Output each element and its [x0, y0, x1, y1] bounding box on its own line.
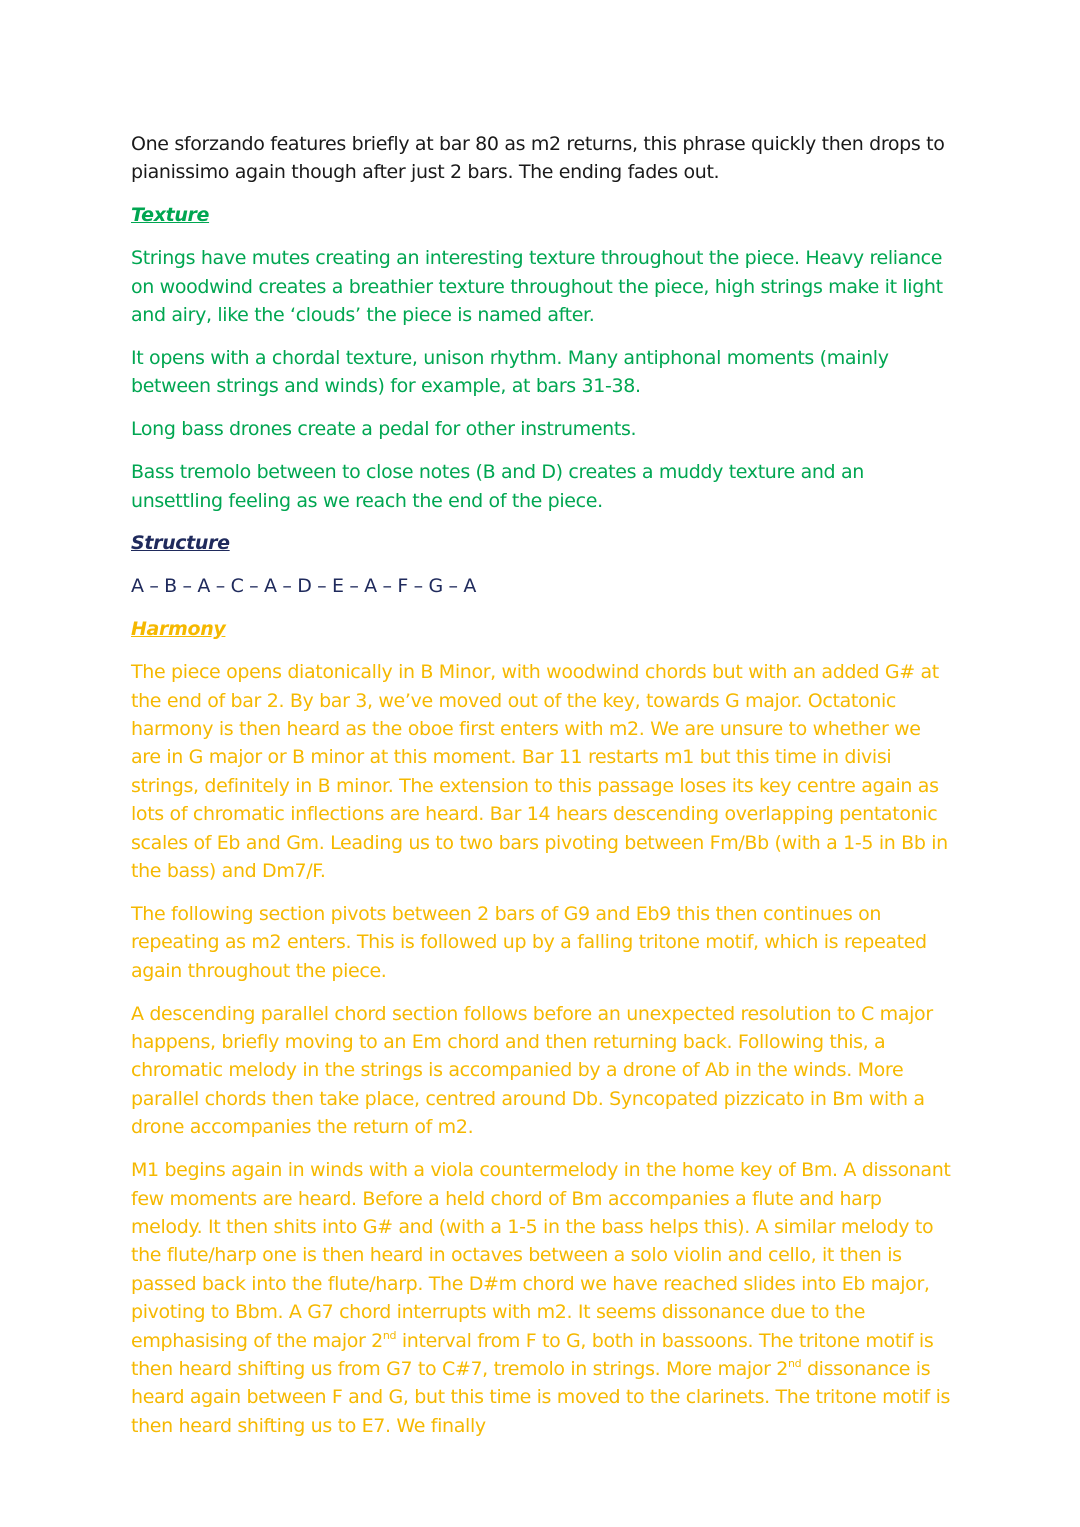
texture-paragraph-3: Long bass drones create a pedal for other instruments.: [131, 418, 637, 441]
structure-sequence: A – B – A – C – A – D – E – A – F – G – A: [131, 575, 477, 598]
harmony-p4-part-3: dissonance is heard again between F and G, but this time is moved to the clarinets. The tritone motif is then heard shifting us to E7. We finally: [131, 1358, 951, 1437]
structure-heading: Structure: [131, 532, 230, 555]
harmony-paragraph-3: A descending parallel chord section follows before an unexpected resolution to C major happens, briefly moving to an Em chord and then returning back. Following this, a chromatic melody in the strings is accompanied by a drone of Ab in the winds. More parallel chords then take place, centred around Db. Syncopated pizzicato in Bm with a drone accompanies the return of m2.: [131, 1002, 933, 1139]
dynamics-paragraph: One sforzando features briefly at bar 80 as m2 returns, this phrase quickly then drops to pianissimo again though after just 2 bars. The ending fades out.: [131, 133, 945, 184]
texture-paragraph-2: It opens with a chordal texture, unison rhythm. Many antiphonal moments (mainly between strings and winds) for example, at bars 31-38.: [131, 346, 889, 398]
ordinal-superscript: nd: [788, 1357, 802, 1371]
harmony-paragraph-4: [131, 1156, 953, 1440]
document-page: [131, 130, 953, 1455]
ordinal-superscript: nd: [382, 1328, 397, 1342]
texture-heading: Texture: [131, 204, 210, 227]
harmony-p4-part-2: interval from F to G, both in bassoons. The tritone motif is then heard shifting us from G7 to C#7, tremolo in strings. More major 2: [131, 1329, 934, 1381]
harmony-paragraph-1: The piece opens diatonically in B Minor, with woodwind chords but with an added G# at the end of bar 2. By bar 3, we’ve moved out of the key, towards G major. Octatonic harmony is then heard as the oboe first enters with m2. We are unsure to whether we are in G major or B minor at this moment. Bar 11 restarts m1 but this time in divisi strings, definitely in B minor. The extension to this passage loses its key centre again as lots of chromatic inflections are heard. Bar 14 hears descending overlapping pentatonic scales of Eb and Gm. Leading us to two bars pivoting between Fm/Bb (with a 1-5 in Bb in the bass) and Dm7/F.: [131, 661, 948, 883]
texture-paragraph-1: Strings have mutes creating an interesting texture throughout the piece. Heavy reliance on woodwind creates a breathier texture throughout the piece, high strings make it light and airy, like the ‘clouds’ the piece is named after.: [131, 247, 943, 327]
texture-paragraph-4: Bass tremolo between to close notes (B and D) creates a muddy texture and an unsettling feeling as we reach the end of the piece.: [131, 461, 864, 512]
harmony-heading: Harmony: [131, 618, 226, 641]
harmony-p4-part-1: M1 begins again in winds with a viola countermelody in the home key of Bm. A dissonant few moments are heard. Before a held chord of Bm accompanies a flute and harp melody. It then shits into G# and (with a 1-5 in the bass helps this). A similar melody to the flute/harp one is then heard in octaves between a solo violin and cello, it then is passed back into the flute/harp. The D#m chord we have reached slides into Eb major, pivoting to Bbm. A G7 chord interrupts with m2. It seems dissonance due to the emphasising of the major 2: [131, 1159, 951, 1352]
harmony-paragraph-2: The following section pivots between 2 bars of G9 and Eb9 this then continues on repeating as m2 enters. This is followed up by a falling tritone motif, which is repeated again throughout the piece.: [131, 902, 927, 982]
